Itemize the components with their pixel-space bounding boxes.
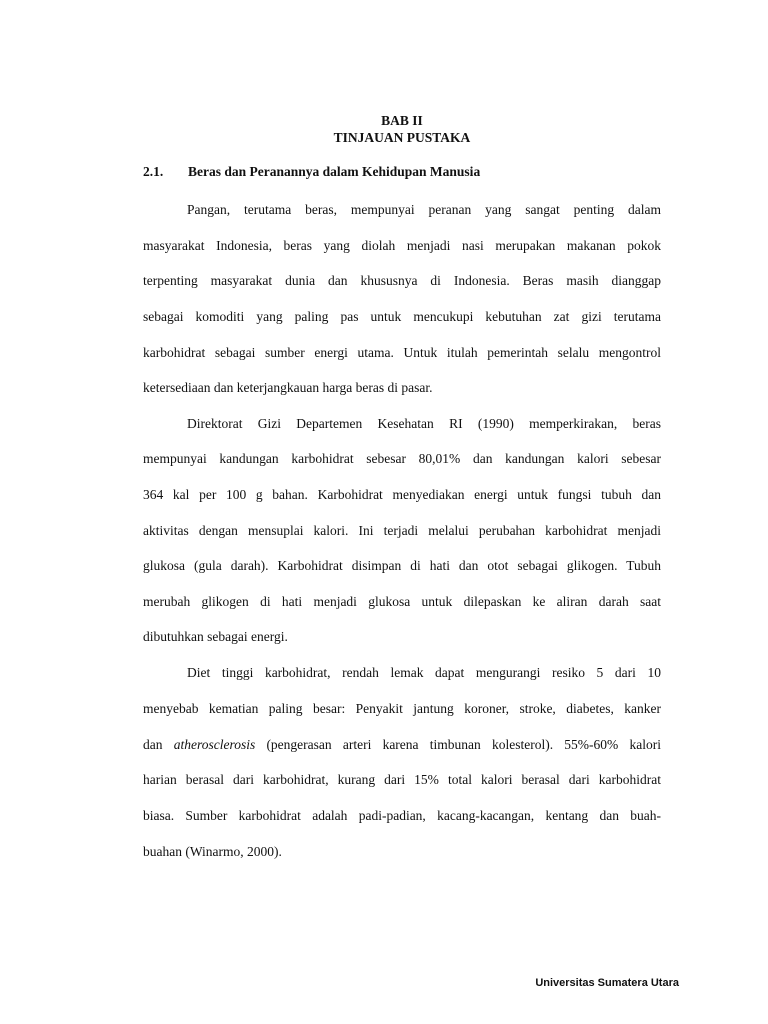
text-line: karbohidrat sebagai sumber energi utama. Untuk itulah pemerintah selalu mengontrol [143, 345, 661, 360]
text-line: ketersediaan dan keterjangkauan harga beras di pasar. [143, 380, 433, 395]
text-line: buahan (Winarmo, 2000). [143, 844, 282, 859]
section-number: 2.1. [143, 164, 164, 179]
text-line: glukosa (gula darah). Karbohidrat disimpan di hati dan otot sebagai glikogen. Tubuh [143, 558, 661, 573]
text-line: Pangan, terutama beras, mempunyai peranan yang sangat penting dalam [187, 202, 661, 217]
text-line: dibutuhkan sebagai energi. [143, 629, 288, 644]
section-heading [143, 163, 480, 180]
text-line: sebagai komoditi yang paling pas untuk mencukupi kebutuhan zat gizi terutama [143, 309, 661, 324]
chapter-heading: BAB II [381, 113, 423, 128]
text-line: menyebab kematian paling besar: Penyakit jantung koroner, stroke, diabetes, kanker [143, 701, 661, 716]
text-line-with-italic [143, 736, 661, 754]
text-line: biasa. Sumber karbohidrat adalah padi-padian, kacang-kacangan, kentang dan buah- [143, 808, 661, 823]
page-footer: Universitas Sumatera Utara [535, 977, 679, 989]
text-span: dan [143, 737, 174, 752]
text-line: mempunyai kandungan karbohidrat sebesar 80,01% dan kandungan kalori sebesar [143, 451, 661, 466]
text-span: (pengerasan arteri karena timbunan kolesterol). 55%-60% kalori [255, 737, 661, 752]
chapter-title: TINJAUAN PUSTAKA [333, 130, 471, 145]
text-line: aktivitas dengan mensuplai kalori. Ini terjadi melalui perubahan karbohidrat menjadi [143, 523, 661, 538]
text-line: terpenting masyarakat dunia dan khususnya di Indonesia. Beras masih dianggap [143, 273, 661, 288]
text-line: Diet tinggi karbohidrat, rendah lemak dapat mengurangi resiko 5 dari 10 [187, 665, 661, 680]
text-line: masyarakat Indonesia, beras yang diolah menjadi nasi merupakan makanan pokok [143, 238, 661, 253]
text-line: Direktorat Gizi Departemen Kesehatan RI (1990) memperkirakan, beras [187, 416, 661, 431]
text-line: 364 kal per 100 g bahan. Karbohidrat menyediakan energi untuk fungsi tubuh dan [143, 487, 661, 502]
section-title: Beras dan Peranannya dalam Kehidupan Manusia [188, 164, 481, 179]
italic-term: atherosclerosis [173, 737, 256, 752]
text-line: merubah glikogen di hati menjadi glukosa untuk dilepaskan ke aliran darah saat [143, 594, 661, 609]
text-line: harian berasal dari karbohidrat, kurang dari 15% total kalori berasal dari karbohidrat [143, 772, 661, 787]
